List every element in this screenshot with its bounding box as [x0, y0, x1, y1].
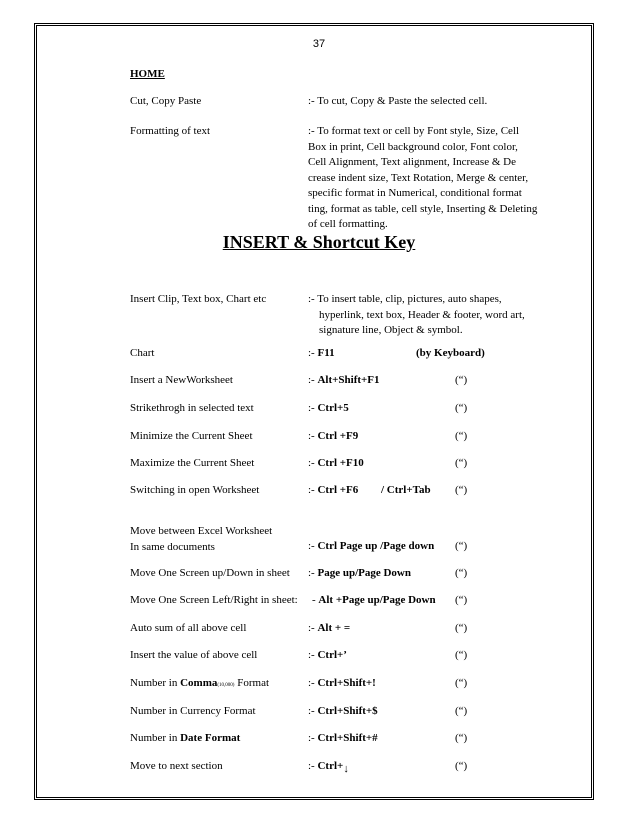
shortcut-label: Move One Screen Left/Right in sheet:	[130, 594, 298, 606]
home-row-label: Cut, Copy Paste	[130, 95, 202, 107]
shortcut-label: Insert a NewWorksheet	[130, 374, 233, 386]
ditto-mark: (“)	[455, 540, 468, 552]
shortcut-label: Move to next section	[130, 760, 223, 772]
ditto-mark: (“)	[455, 374, 468, 386]
ditto-mark: (“)	[455, 677, 468, 689]
shortcut-label: Maximize the Current Sheet	[130, 457, 255, 469]
ditto-mark: (“)	[455, 484, 468, 496]
ditto-mark: (“)	[455, 622, 468, 634]
insert-clip-desc: :- To insert table, clip, pictures, auto shapes, hyperlink, text box, Header & footer, word art, signature line, Object & symbol.	[308, 293, 525, 336]
ditto-mark: (“)	[455, 402, 468, 414]
ditto-mark: (“)	[455, 430, 468, 442]
shortcut-key: :- Page up/Page Down	[308, 567, 411, 579]
shortcut-key: :- Ctrl Page up /Page down	[308, 540, 435, 552]
shortcut-key: - Alt +Page up/Page Down	[312, 594, 436, 606]
ditto-mark: (“)	[455, 457, 468, 469]
shortcut-key: :- Ctrl+Shift+$	[308, 705, 378, 717]
home-row-desc: :- To format text or cell by Font style, Size, Cell Box in print, Cell background color, Font color, Cell Alignment, Text alignment, Increase & De crease indent size, Text Rotation, Merge & center, specific format in Numerical, conditional format ting, format as table, cell style, Inserting & Deleting of cell formatting.	[308, 125, 538, 230]
shortcut-key: :- Ctrl+Shift+#	[308, 732, 378, 744]
shortcut-label: Switching in open Worksheet	[130, 484, 260, 496]
shortcut-label: Move between Excel Worksheet In same documents	[130, 525, 273, 553]
shortcut-label: Auto sum of all above cell	[130, 622, 247, 634]
shortcut-label: Chart	[130, 347, 155, 359]
ditto-mark: (“)	[455, 594, 468, 606]
shortcut-key: :- Ctrl+5	[308, 402, 349, 414]
shortcut-key: :- Alt+Shift+F1	[308, 374, 380, 386]
shortcut-key: :- Ctrl +F10	[308, 457, 364, 469]
shortcut-key: :- Ctrl+Shift+!	[308, 677, 376, 689]
ditto-mark: (“)	[455, 732, 468, 744]
shortcut-key: :- Ctrl+↓	[308, 759, 349, 775]
shortcut-key: :- Ctrl +F6	[308, 484, 359, 496]
shortcut-label: Number in Comma(10,000) Format	[130, 677, 270, 689]
ditto-mark: (“)	[455, 649, 468, 661]
shortcut-label: Number in Currency Format	[130, 705, 256, 717]
shortcut-key: :- Ctrl +F9	[308, 430, 359, 442]
shortcut-key: :- Alt + =	[308, 622, 351, 634]
shortcut-label: Move One Screen up/Down in sheet	[130, 567, 290, 579]
shortcut-key: :- F11	[308, 347, 335, 359]
shortcut-label: Insert the value of above cell	[130, 649, 258, 661]
shortcut-note: (by Keyboard)	[416, 347, 485, 359]
home-heading: HOME	[130, 68, 165, 80]
shortcut-key: :- Ctrl+’	[308, 649, 347, 661]
ditto-mark: (“)	[455, 705, 468, 717]
ditto-mark: (“)	[455, 760, 468, 772]
home-row-label: Formatting of text	[130, 125, 211, 137]
insert-heading: INSERT & Shortcut Key	[222, 232, 416, 252]
shortcut-key-alt: / Ctrl+Tab	[381, 484, 431, 496]
ditto-mark: (“)	[455, 567, 468, 579]
insert-clip-label: Insert Clip, Text box, Chart etc	[130, 293, 267, 305]
shortcut-label: Minimize the Current Sheet	[130, 430, 253, 442]
page-number: 37	[312, 38, 326, 50]
home-row-desc: :- To cut, Copy & Paste the selected cell.	[308, 95, 488, 107]
shortcut-label: Strikethrogh in selected text	[130, 402, 254, 414]
down-arrow-icon: ↓	[343, 763, 349, 775]
shortcut-label: Number in Date Format	[130, 732, 241, 744]
